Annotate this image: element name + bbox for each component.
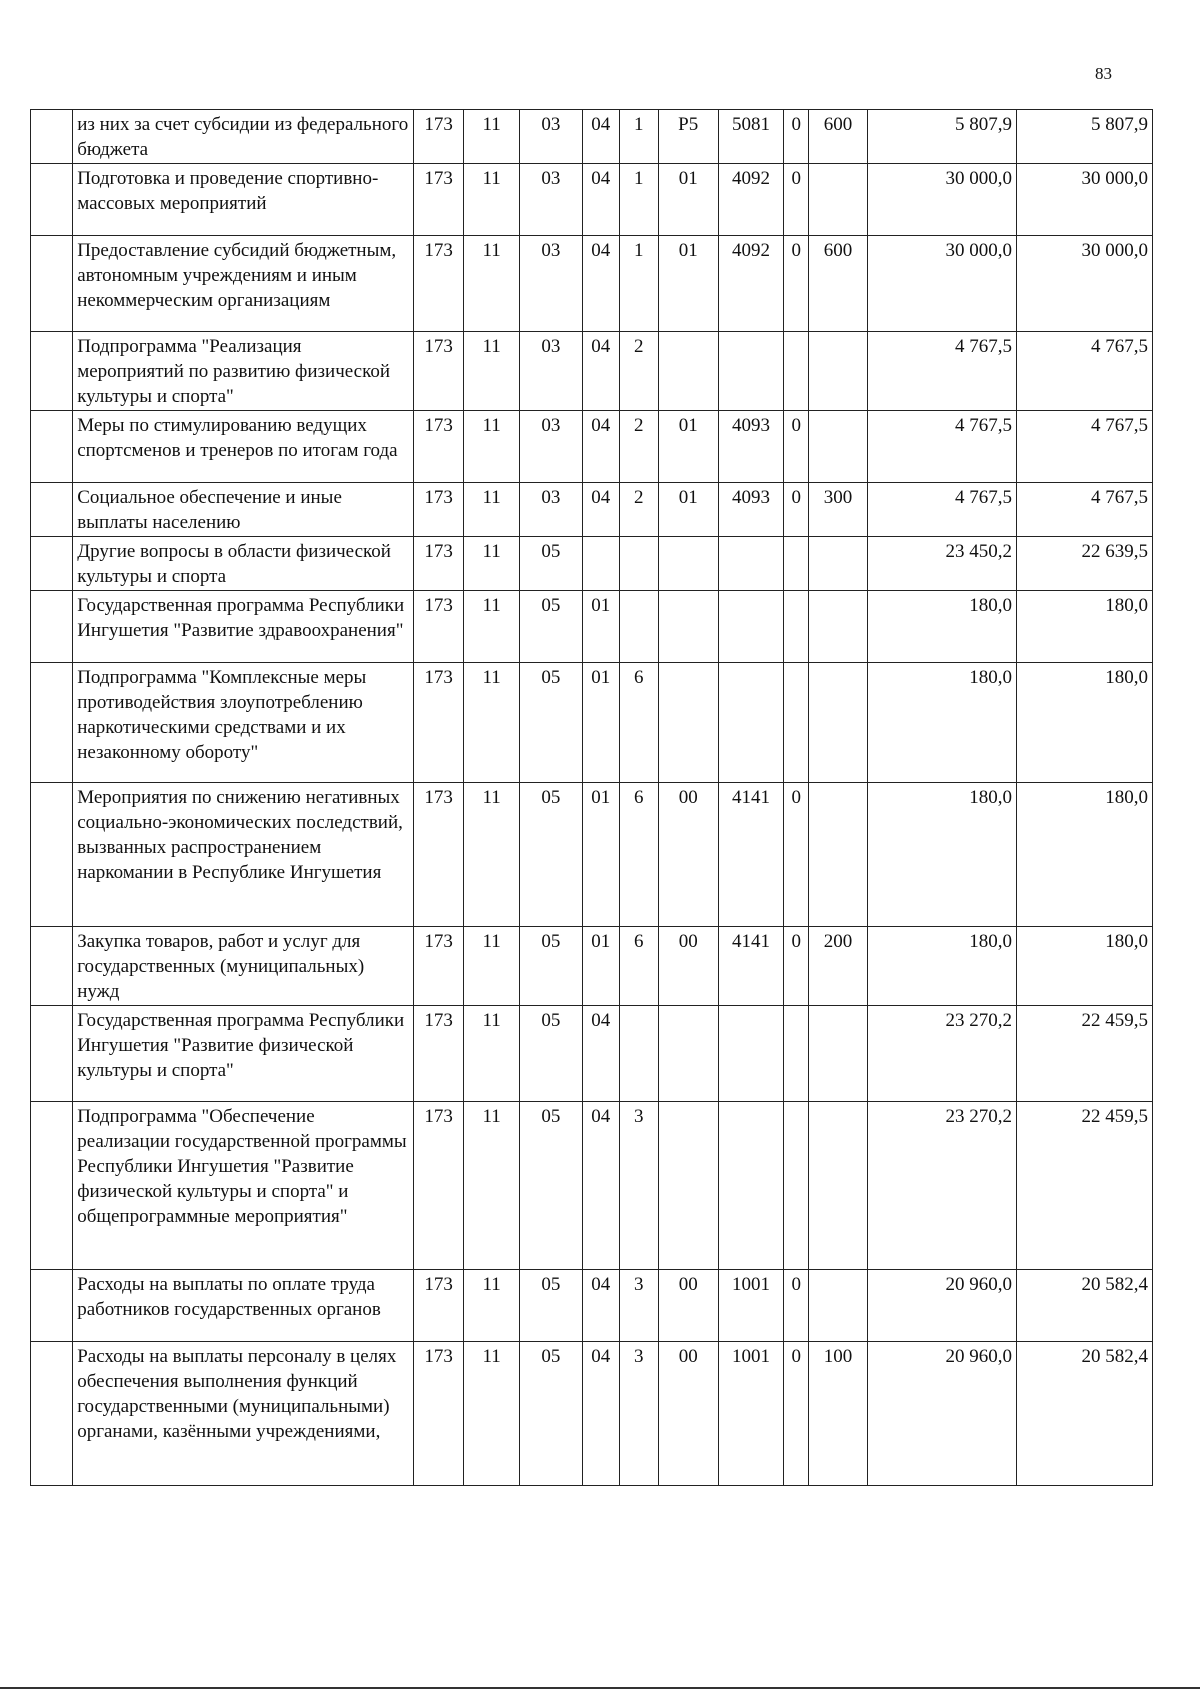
program-code-cell: 04 <box>582 110 619 164</box>
direction-code-cell <box>718 1006 784 1102</box>
subsection-code-cell: 05 <box>519 1006 582 1102</box>
subprogram-code-cell: 3 <box>619 1342 658 1486</box>
direction-code-cell <box>718 1102 784 1270</box>
program-code-cell: 01 <box>582 927 619 1006</box>
ministry-code-cell: 173 <box>413 164 463 236</box>
ministry-code-cell: 173 <box>413 483 463 537</box>
program-code-cell: 04 <box>582 1102 619 1270</box>
subprogram-code-cell: 3 <box>619 1270 658 1342</box>
direction-code-cell: 4141 <box>718 783 784 927</box>
measure-code-cell: 00 <box>658 1270 718 1342</box>
subsection-code-cell: 05 <box>519 663 582 783</box>
direction-code-cell <box>718 537 784 591</box>
row-number-cell <box>31 164 73 236</box>
subsection-code-cell: 05 <box>519 591 582 663</box>
table-row <box>31 332 1153 411</box>
amount-plan-cell: 30 000,0 <box>867 164 1016 236</box>
item-name-cell: Предоставление субсидий бюджетным, автономным учреждениям и иным некоммерческим организациям <box>73 236 414 332</box>
program-code-cell: 01 <box>582 783 619 927</box>
item-name-cell: Подпрограмма "Комплексные меры противодействия злоупотреблению наркотическими средствами и их незаконному обороту" <box>73 663 414 783</box>
row-number-cell <box>31 1270 73 1342</box>
sub-direction-code-cell <box>784 332 809 411</box>
expense-type-cell <box>809 411 868 483</box>
subprogram-code-cell: 2 <box>619 411 658 483</box>
ministry-code-cell: 173 <box>413 1102 463 1270</box>
ministry-code-cell: 173 <box>413 110 463 164</box>
sub-direction-code-cell <box>784 663 809 783</box>
measure-code-cell: 01 <box>658 164 718 236</box>
section-code-cell: 11 <box>464 783 520 927</box>
table-row <box>31 783 1153 927</box>
measure-code-cell: 01 <box>658 236 718 332</box>
subprogram-code-cell: 2 <box>619 483 658 537</box>
sub-direction-code-cell: 0 <box>784 411 809 483</box>
expense-type-cell <box>809 1102 868 1270</box>
direction-code-cell: 4141 <box>718 927 784 1006</box>
measure-code-cell: 00 <box>658 1342 718 1486</box>
subprogram-code-cell <box>619 591 658 663</box>
subsection-code-cell: 03 <box>519 332 582 411</box>
row-number-cell <box>31 411 73 483</box>
subsection-code-cell: 03 <box>519 411 582 483</box>
section-code-cell: 11 <box>464 110 520 164</box>
direction-code-cell: 5081 <box>718 110 784 164</box>
subprogram-code-cell: 1 <box>619 236 658 332</box>
ministry-code-cell: 173 <box>413 1270 463 1342</box>
amount-plan-cell: 4 767,5 <box>867 483 1016 537</box>
expense-type-cell: 200 <box>809 927 868 1006</box>
measure-code-cell: 00 <box>658 927 718 1006</box>
table-row <box>31 164 1153 236</box>
direction-code-cell <box>718 332 784 411</box>
row-number-cell <box>31 1102 73 1270</box>
amount-actual-cell: 30 000,0 <box>1017 164 1153 236</box>
subprogram-code-cell: 2 <box>619 332 658 411</box>
subsection-code-cell: 03 <box>519 110 582 164</box>
measure-code-cell <box>658 537 718 591</box>
sub-direction-code-cell <box>784 1102 809 1270</box>
section-code-cell: 11 <box>464 164 520 236</box>
sub-direction-code-cell: 0 <box>784 164 809 236</box>
subprogram-code-cell: 1 <box>619 164 658 236</box>
section-code-cell: 11 <box>464 1102 520 1270</box>
table-row <box>31 1006 1153 1102</box>
ministry-code-cell: 173 <box>413 591 463 663</box>
subprogram-code-cell <box>619 1006 658 1102</box>
section-code-cell: 11 <box>464 591 520 663</box>
amount-actual-cell: 4 767,5 <box>1017 332 1153 411</box>
expense-type-cell <box>809 164 868 236</box>
direction-code-cell: 4092 <box>718 236 784 332</box>
item-name-cell: Подпрограмма "Обеспечение реализации государственной программы Республики Ингушетия "Развитие физической культуры и спорта" и общепрограммные мероприятия" <box>73 1102 414 1270</box>
amount-actual-cell: 4 767,5 <box>1017 483 1153 537</box>
measure-code-cell: 01 <box>658 411 718 483</box>
amount-plan-cell: 23 270,2 <box>867 1102 1016 1270</box>
sub-direction-code-cell: 0 <box>784 927 809 1006</box>
amount-plan-cell: 4 767,5 <box>867 332 1016 411</box>
ministry-code-cell: 173 <box>413 783 463 927</box>
row-number-cell <box>31 927 73 1006</box>
amount-plan-cell: 23 450,2 <box>867 537 1016 591</box>
row-number-cell <box>31 236 73 332</box>
amount-plan-cell: 20 960,0 <box>867 1270 1016 1342</box>
expense-type-cell: 600 <box>809 236 868 332</box>
expense-type-cell <box>809 1006 868 1102</box>
amount-plan-cell: 180,0 <box>867 783 1016 927</box>
row-number-cell <box>31 1006 73 1102</box>
amount-actual-cell: 22 459,5 <box>1017 1102 1153 1270</box>
ministry-code-cell: 173 <box>413 236 463 332</box>
sub-direction-code-cell <box>784 537 809 591</box>
amount-actual-cell: 180,0 <box>1017 663 1153 783</box>
expense-type-cell <box>809 663 868 783</box>
program-code-cell <box>582 537 619 591</box>
amount-actual-cell: 180,0 <box>1017 591 1153 663</box>
budget-table <box>30 109 1153 1486</box>
section-code-cell: 11 <box>464 663 520 783</box>
program-code-cell: 04 <box>582 1006 619 1102</box>
table-row <box>31 110 1153 164</box>
measure-code-cell <box>658 1006 718 1102</box>
section-code-cell: 11 <box>464 537 520 591</box>
row-number-cell <box>31 110 73 164</box>
direction-code-cell: 4092 <box>718 164 784 236</box>
sub-direction-code-cell <box>784 1006 809 1102</box>
table-row <box>31 537 1153 591</box>
sub-direction-code-cell: 0 <box>784 1270 809 1342</box>
item-name-cell: Социальное обеспечение и иные выплаты населению <box>73 483 414 537</box>
subprogram-code-cell: 3 <box>619 1102 658 1270</box>
subprogram-code-cell: 6 <box>619 783 658 927</box>
subprogram-code-cell: 6 <box>619 927 658 1006</box>
program-code-cell: 04 <box>582 236 619 332</box>
subsection-code-cell: 03 <box>519 164 582 236</box>
amount-actual-cell: 5 807,9 <box>1017 110 1153 164</box>
ministry-code-cell: 173 <box>413 1342 463 1486</box>
item-name-cell: Подпрограмма "Реализация мероприятий по развитию физической культуры и спорта" <box>73 332 414 411</box>
ministry-code-cell: 173 <box>413 332 463 411</box>
expense-type-cell <box>809 783 868 927</box>
measure-code-cell <box>658 591 718 663</box>
subprogram-code-cell: 6 <box>619 663 658 783</box>
program-code-cell: 04 <box>582 1270 619 1342</box>
measure-code-cell <box>658 1102 718 1270</box>
item-name-cell: Другие вопросы в области физической культуры и спорта <box>73 537 414 591</box>
table-row <box>31 1342 1153 1486</box>
measure-code-cell <box>658 332 718 411</box>
amount-actual-cell: 180,0 <box>1017 783 1153 927</box>
table-row <box>31 1270 1153 1342</box>
measure-code-cell: Р5 <box>658 110 718 164</box>
section-code-cell: 11 <box>464 1006 520 1102</box>
direction-code-cell <box>718 663 784 783</box>
item-name-cell: Мероприятия по снижению негативных социально-экономических последствий, вызванных распространением наркомании в Республике Ингушетия <box>73 783 414 927</box>
expense-type-cell: 600 <box>809 110 868 164</box>
section-code-cell: 11 <box>464 236 520 332</box>
sub-direction-code-cell: 0 <box>784 110 809 164</box>
table-row <box>31 927 1153 1006</box>
amount-plan-cell: 20 960,0 <box>867 1342 1016 1486</box>
program-code-cell: 04 <box>582 332 619 411</box>
section-code-cell: 11 <box>464 332 520 411</box>
subsection-code-cell: 05 <box>519 927 582 1006</box>
subsection-code-cell: 05 <box>519 1270 582 1342</box>
program-code-cell: 04 <box>582 164 619 236</box>
bottom-rule <box>0 1687 1200 1689</box>
item-name-cell: Меры по стимулированию ведущих спортсменов и тренеров по итогам года <box>73 411 414 483</box>
expense-type-cell: 300 <box>809 483 868 537</box>
section-code-cell: 11 <box>464 483 520 537</box>
measure-code-cell <box>658 663 718 783</box>
amount-plan-cell: 30 000,0 <box>867 236 1016 332</box>
table-row <box>31 1102 1153 1270</box>
expense-type-cell <box>809 537 868 591</box>
table-row <box>31 591 1153 663</box>
measure-code-cell: 01 <box>658 483 718 537</box>
row-number-cell <box>31 537 73 591</box>
subprogram-code-cell: 1 <box>619 110 658 164</box>
direction-code-cell: 4093 <box>718 411 784 483</box>
expense-type-cell <box>809 591 868 663</box>
section-code-cell: 11 <box>464 1270 520 1342</box>
expense-type-cell <box>809 332 868 411</box>
sub-direction-code-cell: 0 <box>784 483 809 537</box>
amount-actual-cell: 20 582,4 <box>1017 1270 1153 1342</box>
sub-direction-code-cell: 0 <box>784 1342 809 1486</box>
row-number-cell <box>31 663 73 783</box>
direction-code-cell <box>718 591 784 663</box>
row-number-cell <box>31 783 73 927</box>
program-code-cell: 01 <box>582 663 619 783</box>
direction-code-cell: 4093 <box>718 483 784 537</box>
row-number-cell <box>31 332 73 411</box>
amount-plan-cell: 23 270,2 <box>867 1006 1016 1102</box>
amount-actual-cell: 180,0 <box>1017 927 1153 1006</box>
ministry-code-cell: 173 <box>413 927 463 1006</box>
sub-direction-code-cell: 0 <box>784 236 809 332</box>
item-name-cell: из них за счет субсидии из федерального бюджета <box>73 110 414 164</box>
section-code-cell: 11 <box>464 927 520 1006</box>
amount-actual-cell: 4 767,5 <box>1017 411 1153 483</box>
amount-plan-cell: 5 807,9 <box>867 110 1016 164</box>
page-number: 83 <box>1095 64 1112 83</box>
sub-direction-code-cell <box>784 591 809 663</box>
subsection-code-cell: 03 <box>519 236 582 332</box>
item-name-cell: Государственная программа Республики Ингушетия "Развитие здравоохранения" <box>73 591 414 663</box>
ministry-code-cell: 173 <box>413 411 463 483</box>
item-name-cell: Государственная программа Республики Ингушетия "Развитие физической культуры и спорта" <box>73 1006 414 1102</box>
subsection-code-cell: 05 <box>519 537 582 591</box>
amount-plan-cell: 180,0 <box>867 591 1016 663</box>
amount-plan-cell: 180,0 <box>867 927 1016 1006</box>
amount-plan-cell: 4 767,5 <box>867 411 1016 483</box>
subsection-code-cell: 05 <box>519 1342 582 1486</box>
item-name-cell: Закупка товаров, работ и услуг для государственных (муниципальных) нужд <box>73 927 414 1006</box>
expense-type-cell: 100 <box>809 1342 868 1486</box>
expense-type-cell <box>809 1270 868 1342</box>
direction-code-cell: 1001 <box>718 1270 784 1342</box>
subprogram-code-cell <box>619 537 658 591</box>
direction-code-cell: 1001 <box>718 1342 784 1486</box>
program-code-cell: 04 <box>582 483 619 537</box>
ministry-code-cell: 173 <box>413 663 463 783</box>
subsection-code-cell: 05 <box>519 1102 582 1270</box>
amount-plan-cell: 180,0 <box>867 663 1016 783</box>
section-code-cell: 11 <box>464 411 520 483</box>
program-code-cell: 04 <box>582 1342 619 1486</box>
program-code-cell: 04 <box>582 411 619 483</box>
measure-code-cell: 00 <box>658 783 718 927</box>
subsection-code-cell: 03 <box>519 483 582 537</box>
program-code-cell: 01 <box>582 591 619 663</box>
item-name-cell: Расходы на выплаты персоналу в целях обеспечения выполнения функций государственными (муниципальными) органами, казёнными учреждениями, <box>73 1342 414 1486</box>
item-name-cell: Расходы на выплаты по оплате труда работников государственных органов <box>73 1270 414 1342</box>
section-code-cell: 11 <box>464 1342 520 1486</box>
ministry-code-cell: 173 <box>413 1006 463 1102</box>
item-name-cell: Подготовка и проведение спортивно-массовых мероприятий <box>73 164 414 236</box>
table-row <box>31 236 1153 332</box>
table-row <box>31 411 1153 483</box>
subsection-code-cell: 05 <box>519 783 582 927</box>
amount-actual-cell: 22 639,5 <box>1017 537 1153 591</box>
amount-actual-cell: 20 582,4 <box>1017 1342 1153 1486</box>
row-number-cell <box>31 483 73 537</box>
amount-actual-cell: 30 000,0 <box>1017 236 1153 332</box>
row-number-cell <box>31 591 73 663</box>
amount-actual-cell: 22 459,5 <box>1017 1006 1153 1102</box>
table-row <box>31 663 1153 783</box>
row-number-cell <box>31 1342 73 1486</box>
table-body <box>31 110 1153 1486</box>
table-row <box>31 483 1153 537</box>
ministry-code-cell: 173 <box>413 537 463 591</box>
sub-direction-code-cell: 0 <box>784 783 809 927</box>
